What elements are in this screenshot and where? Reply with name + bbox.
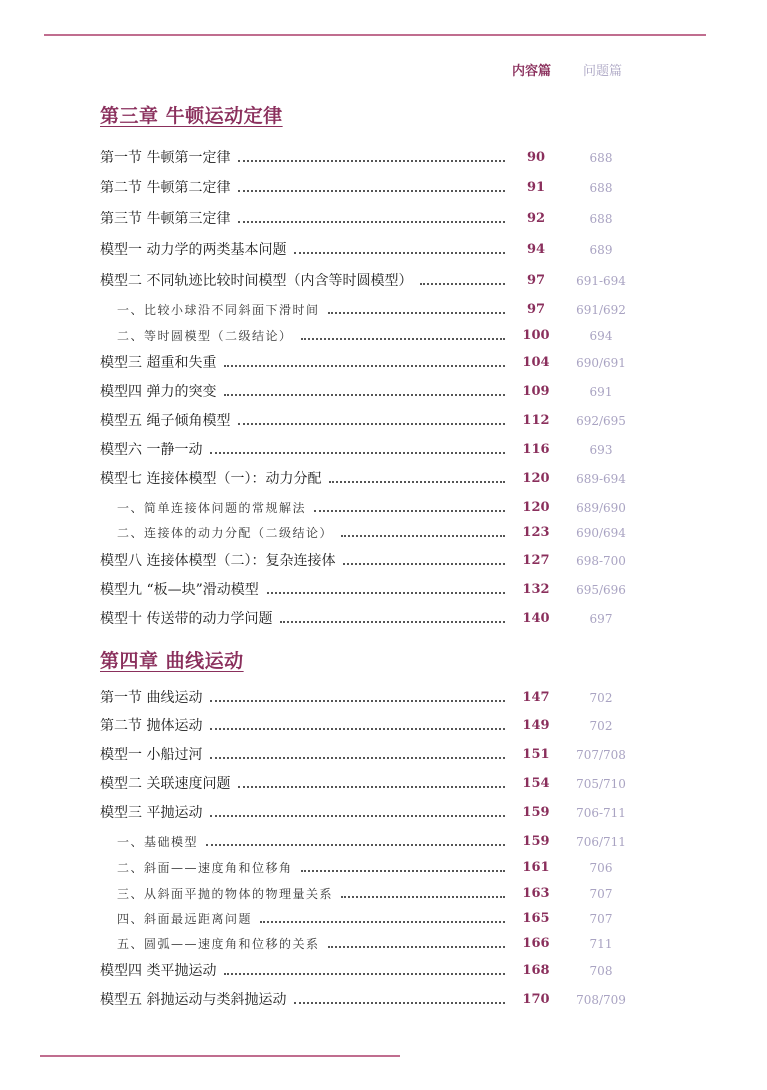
toc-entry[interactable] [0,609,767,631]
dot-leader [238,160,505,162]
toc-entry-title: 模型一 动力学的两类基本问题 [100,242,287,258]
toc-entry-title: 模型四 类平抛运动 [100,963,217,979]
dot-leader [314,510,505,512]
top-rule [44,34,706,36]
content-page-number: 91 [526,180,546,195]
toc-entry-title: 模型七 连接体模型（一）：动力分配 [100,471,322,487]
content-page-number: 159 [522,805,550,820]
dot-leader [301,338,505,340]
toc-entry-title: 二、斜面——速度角和位移角 [117,861,293,875]
content-page-number: 120 [522,471,550,486]
dot-leader [238,423,505,425]
dot-leader [341,535,505,537]
toc-entry-title: 四、斜面最远距离问题 [117,912,253,926]
dot-leader [210,452,505,454]
toc-entry[interactable] [0,411,767,433]
bottom-rule [40,1055,400,1057]
toc-entry-title: 一、简单连接体问题的常规解法 [117,501,307,515]
question-page-number: 689 [589,243,613,257]
question-page-number: 708/709 [576,993,626,1007]
question-page-number: 706 [589,861,613,875]
content-page-number: 100 [522,328,550,343]
toc-entry[interactable] [0,745,767,767]
question-page-number: 689/690 [576,501,626,515]
toc-entry[interactable] [0,209,767,231]
content-page-number: 112 [522,413,550,428]
toc-entry[interactable] [0,961,767,983]
content-page-number: 94 [526,242,546,257]
dot-leader [301,870,505,872]
toc-entry-title: 模型三 超重和失重 [100,355,217,371]
content-page-number: 165 [522,911,550,926]
toc-entry-title: 模型二 关联速度问题 [100,776,231,792]
question-page-number: 689-694 [576,472,626,486]
question-page-number: 691 [589,385,613,399]
question-page-number: 688 [589,151,613,165]
dot-leader [206,844,505,846]
toc-entry[interactable] [0,934,767,956]
content-page-number: 159 [522,834,550,849]
chapter-title: 第四章 曲线运动 [100,650,244,672]
question-page-number: 705/710 [576,777,626,791]
chapter-title: 第三章 牛顿运动定律 [100,105,283,127]
dot-leader [238,190,505,192]
question-column-label: 问题篇 [583,64,623,79]
toc-entry-title: 一、比较小球沿不同斜面下滑时间 [117,303,320,317]
toc-entry[interactable] [0,803,767,825]
content-page-number: 92 [526,211,546,226]
question-page-number: 707 [589,887,613,901]
toc-entry[interactable] [0,300,767,322]
question-page-number: 694 [589,329,613,343]
toc-entry-title: 第二节 抛体运动 [100,718,203,734]
dot-leader [343,563,505,565]
toc-entry[interactable] [0,469,767,491]
dot-leader [341,896,505,898]
toc-entry-title: 模型八 连接体模型（二）：复杂连接体 [100,553,336,569]
content-page-number: 109 [522,384,550,399]
dot-leader [294,252,505,254]
content-page-number: 149 [522,718,550,733]
content-page-number: 97 [526,302,546,317]
dot-leader [420,283,505,285]
question-page-number: 688 [589,212,613,226]
toc-entry-title: 二、连接体的动力分配（二级结论） [117,526,334,540]
toc-entry-title: 模型五 斜抛运动与类斜抛运动 [100,992,287,1008]
question-page-number: 691-694 [576,274,626,288]
toc-entry-title: 第三节 牛顿第三定律 [100,211,231,227]
question-page-number: 692/695 [576,414,626,428]
question-page-number: 711 [589,937,613,951]
dot-leader [210,757,505,759]
question-page-number: 690/691 [576,356,626,370]
toc-entry[interactable] [0,440,767,462]
toc-entry[interactable] [0,688,767,710]
content-page-number: 161 [522,860,550,875]
toc-entry-title: 二、等时圆模型（二级结论） [117,329,293,343]
content-page-number: 147 [522,690,550,705]
toc-entry-title: 模型六 一静一动 [100,442,203,458]
content-page-number: 154 [522,776,550,791]
toc-entry[interactable] [0,909,767,931]
content-page-number: 170 [522,992,550,1007]
dot-leader [328,946,505,948]
dot-leader [210,728,505,730]
toc-entry-title: 第一节 曲线运动 [100,690,203,706]
question-page-number: 706/711 [576,835,626,849]
toc-entry[interactable] [0,353,767,375]
toc-entry[interactable] [0,498,767,520]
toc-entry-title: 模型二 不同轨迹比较时间模型（内含等时圆模型） [100,273,413,289]
dot-leader [210,815,505,817]
question-page-number: 706-711 [576,806,626,820]
dot-leader [280,621,505,623]
toc-entry[interactable] [0,326,767,348]
toc-entry[interactable] [0,271,767,293]
toc-entry[interactable] [0,716,767,738]
question-page-number: 708 [589,964,613,978]
content-page-number: 132 [522,582,550,597]
content-page-number: 104 [522,355,550,370]
toc-entry[interactable] [0,774,767,796]
toc-entry-title: 模型九 “板—块”滑动模型 [100,582,259,598]
toc-entry[interactable] [0,858,767,880]
toc-entry-title: 五、圆弧——速度角和位移的关系 [117,937,320,951]
toc-entry[interactable] [0,523,767,545]
dot-leader [224,365,505,367]
toc-entry-title: 一、基础模型 [117,835,199,849]
toc-entry[interactable] [0,990,767,1012]
question-page-number: 695/696 [576,583,626,597]
content-page-number: 140 [522,611,550,626]
question-page-number: 690/694 [576,526,626,540]
dot-leader [224,973,505,975]
toc-entry[interactable] [0,884,767,906]
content-page-number: 127 [522,553,550,568]
toc-entry-title: 第一节 牛顿第一定律 [100,150,231,166]
toc-entry-title: 模型四 弹力的突变 [100,384,217,400]
toc-entry[interactable] [0,148,767,170]
content-page-number: 116 [522,442,550,457]
dot-leader [329,481,505,483]
toc-entry-title: 模型一 小船过河 [100,747,203,763]
question-page-number: 688 [589,181,613,195]
dot-leader [260,921,505,923]
question-page-number: 693 [589,443,613,457]
question-page-number: 707/708 [576,748,626,762]
toc-entry-title: 模型三 平抛运动 [100,805,203,821]
column-header [0,60,767,80]
content-page-number: 120 [522,500,550,515]
content-page-number: 151 [522,747,550,762]
question-page-number: 691/692 [576,303,626,317]
content-column-label: 内容篇 [512,64,552,79]
question-page-number: 707 [589,912,613,926]
toc-entry[interactable] [0,580,767,602]
dot-leader [238,786,505,788]
question-page-number: 702 [589,719,613,733]
content-page-number: 168 [522,963,550,978]
question-page-number: 702 [589,691,613,705]
content-page-number: 90 [526,150,546,165]
content-page-number: 163 [522,886,550,901]
toc-entry-title: 第二节 牛顿第二定律 [100,180,231,196]
toc-entry[interactable] [0,178,767,200]
dot-leader [294,1002,505,1004]
dot-leader [267,592,505,594]
toc-entry[interactable] [0,551,767,573]
toc-entry-title: 模型五 绳子倾角模型 [100,413,231,429]
toc-entry-title: 模型十 传送带的动力学问题 [100,611,273,627]
dot-leader [210,700,505,702]
dot-leader [224,394,505,396]
toc-entry[interactable] [0,382,767,404]
question-page-number: 698-700 [576,554,626,568]
toc-entry-title: 三、从斜面平抛的物体的物理量关系 [117,887,334,901]
content-page-number: 123 [522,525,550,540]
content-page-number: 166 [522,936,550,951]
toc-entry[interactable] [0,240,767,262]
toc-entry[interactable] [0,832,767,854]
content-page-number: 97 [526,273,546,288]
dot-leader [238,221,505,223]
question-page-number: 697 [589,612,613,626]
dot-leader [328,312,505,314]
